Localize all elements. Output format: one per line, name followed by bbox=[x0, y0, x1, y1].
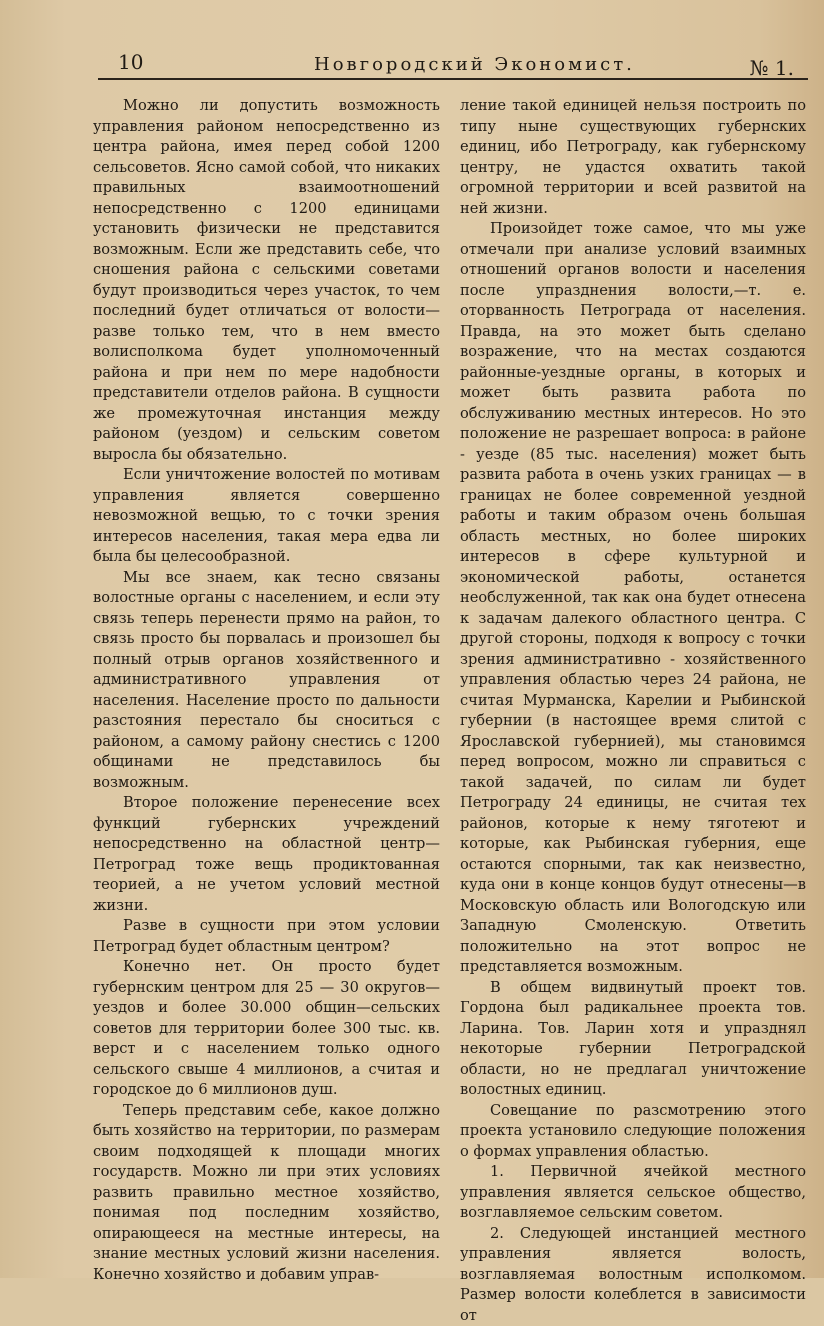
paragraph: Если уничтожение волостей по мотивам управления является совершенно невозможной вещью, то с точки зрения интересов населения, такая мера едва ли была бы целесообразной. bbox=[93, 465, 440, 568]
paragraph: Разве в сущности при этом условии Петроград будет областным центром? bbox=[93, 916, 440, 957]
paragraph-continued: ление такой единицей нельзя построить по типу ныне существующих губернских единиц, ибо Петрограду, как губернскому центру, не удастся охватить такой огромной территории и всей развитой на ней жизни. bbox=[460, 96, 806, 219]
running-header bbox=[98, 50, 808, 80]
paragraph: Можно ли допустить возможность управления районом непосредственно из центра района, имея перед собой 1200 сельсоветов. Ясно самой собой, что никаких правильных взаимоотношений непосредственно с 1200 единицами установить физически не представится возможным. Если же представить себе, что сношения района с сельскими советами будут производиться через участок, то чем последний будет отличаться от волости— разве только тем, что в нем вместо волисполкома будет уполномоченный района и при нем по мере надобности представители отделов района. В сущности же промежуточная инстанция между районом (уездом) и сельским советом выросла бы обязательно. bbox=[93, 96, 440, 465]
issue-number: № 1. bbox=[750, 56, 794, 80]
page-number: 10 bbox=[118, 50, 143, 74]
paragraph: Произойдет тоже самое, что мы уже отмечали при анализе условий взаимных отношений органов волости и населения после упразднения волости,—т. е. оторванность Петрограда от населения. Правда, на это может быть сделано возражение, что на местах создаются районные-уездные органы, в которых и может быть развита работа по обслуживанию местных интересов. Но это положение не разрешает вопроса: в районе - уезде (85 тыс. населения) может быть развита работа в очень узких границах — в границах не более современной уездной работы и таким образом очень большая область местных, но более широких интересов в сфере культурной и экономической работы, останется необслуженной, так как она будет отнесена к задачам далекого областного центра. С другой стороны, подходя к вопросу с точки зрения административно - хозяйственного управления областью через 24 района, не считая Мурманска, Карелии и Рыбинской губернии (в настоящее время слитой с Ярославской губернией), мы становимся перед вопросом, можно ли справиться с такой задачей, по силам ли будет Петрограду 24 единицы, не считая тех районов, которые к нему тяготеют и которые, как Рыбинская губерния, еще остаются спорными, так как неизвестно, куда они в конце концов будут отнесены—в Московскую область или Вологодскую или Западную Смоленскую. Ответить положительно на этот вопрос не представляется возможным. bbox=[460, 219, 806, 978]
paragraph: Мы все знаем, как тесно связаны волостные органы с населением, и если эту связь теперь перенести прямо на район, то связь просто бы порвалась и произошел бы полный отрыв органов хозяйственного и административного управления от населения. Население просто по дальности разстояния перестало бы сноситься с районом, а самому району снестись с 1200 общинами не представилось бы возможным. bbox=[93, 568, 440, 794]
left-column bbox=[93, 96, 440, 1285]
header-rule bbox=[98, 78, 808, 80]
right-column bbox=[460, 96, 806, 1326]
journal-title: Новгородский Экономист. bbox=[314, 54, 635, 75]
paragraph: Теперь представим себе, какое должно быть хозяйство на территории, по размерам своим подходящей к площади многих государств. Можно ли при этих условиях развить правильно местное хозяйство, понимая под последним хозяйство, опирающееся на местные интересы, на знание местных условий жизни населения. Конечно хозяйство и добавим управ- bbox=[93, 1101, 440, 1286]
paragraph: Второе положение перенесение всех функций губернских учреждений непосредственно на областной центр—Петроград тоже вещь продиктованная теорией, а не учетом условий местной жизни. bbox=[93, 793, 440, 916]
paragraph: 2. Следующей инстанцией местного управления является волость, возглавляемая волостным исполкомом. Размер волости колеблется в зависимости от bbox=[460, 1224, 806, 1326]
paragraph: 1. Первичной ячейкой местного управления является сельское общество, возглавляемое сельским советом. bbox=[460, 1162, 806, 1224]
paragraph: Совещание по разсмотрению этого проекта установило следующие положения о формах управления областью. bbox=[460, 1101, 806, 1163]
paragraph: Конечно нет. Он просто будет губернским центром для 25 — 30 округов— уездов и более 30.000 общин—сельских советов для территории более 300 тыс. кв. верст и с населением только одного сельского свыше 4 миллионов, а считая и городское до 6 миллионов душ. bbox=[93, 957, 440, 1101]
paragraph: В общем видвинутый проект тов. Гордона был радикальнее проекта тов. Ларина. Тов. Ларин хотя и упразднял некоторые губернии Петроградской области, но не предлагал уничтожение волостных единиц. bbox=[460, 978, 806, 1101]
